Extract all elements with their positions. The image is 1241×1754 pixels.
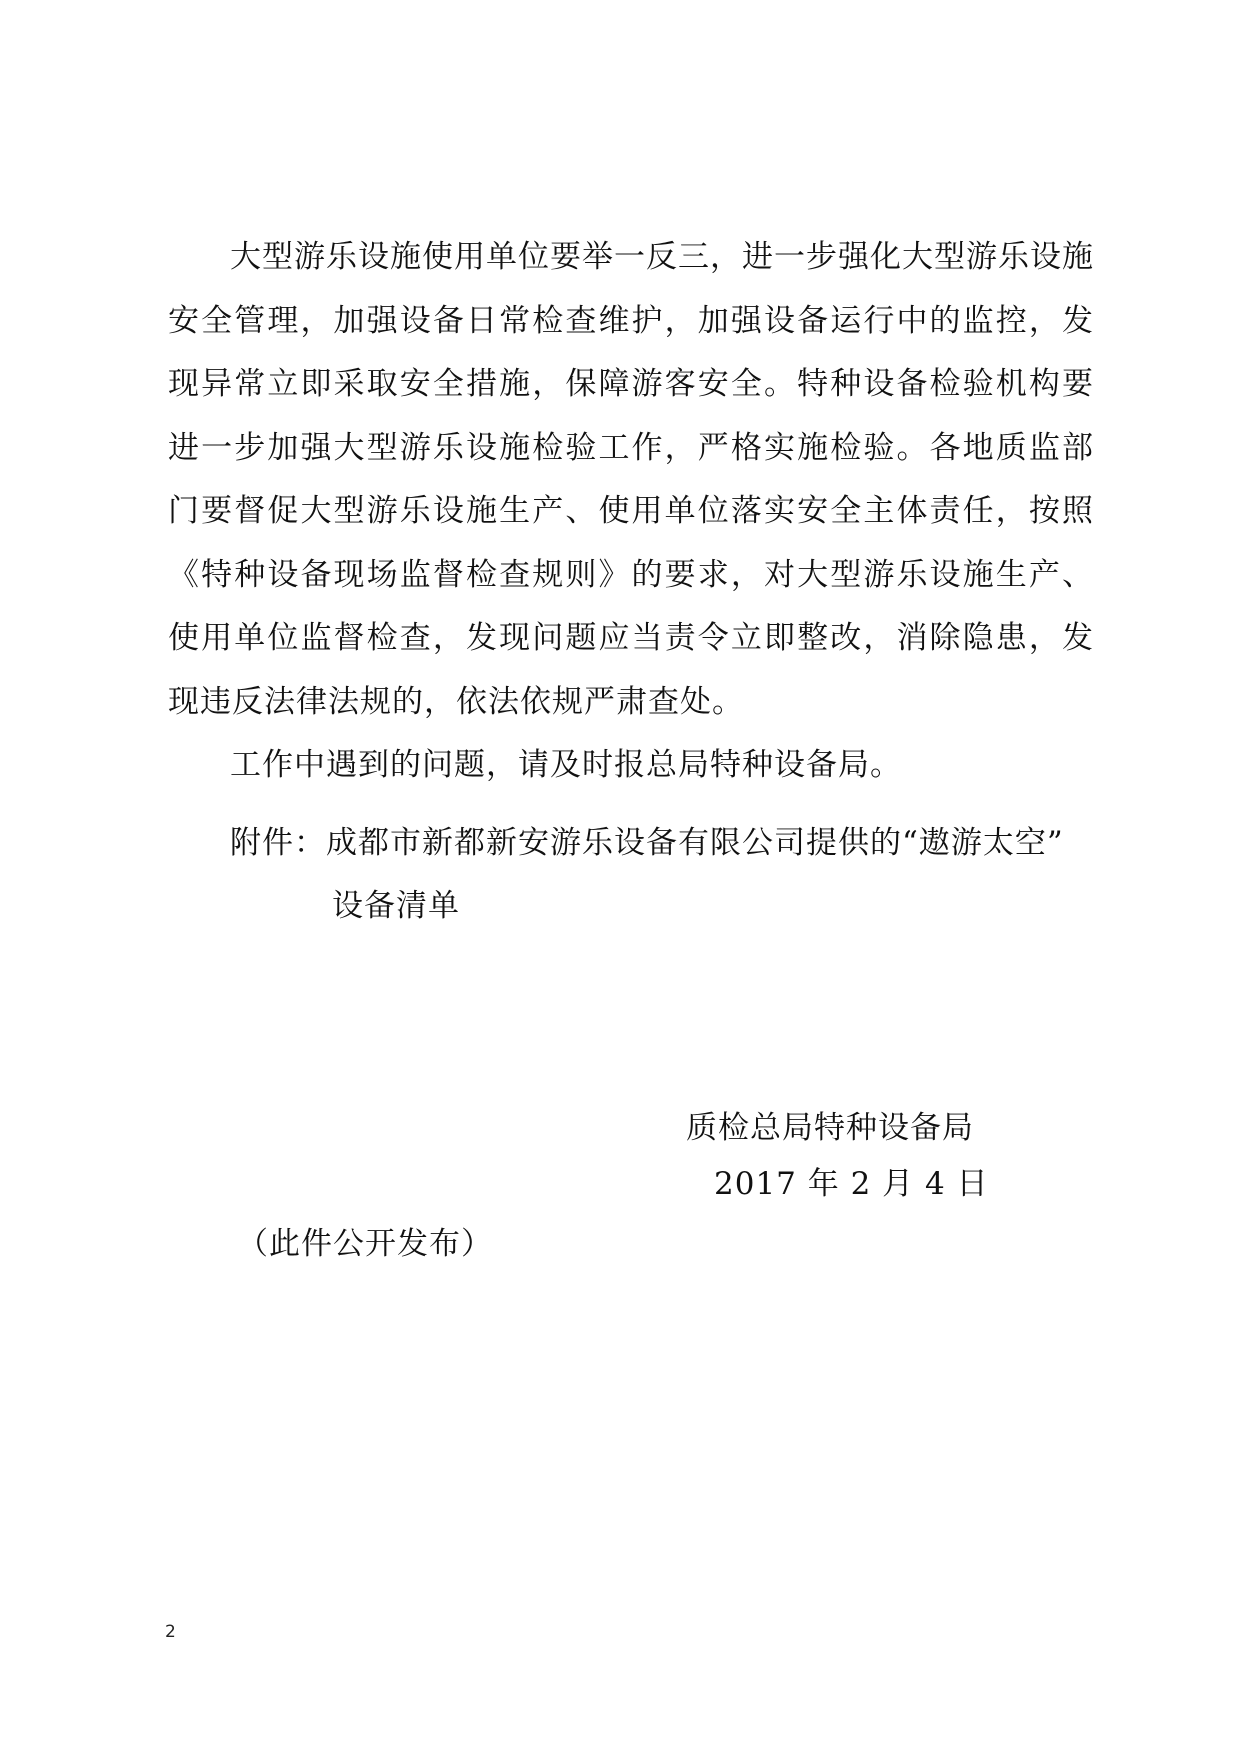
attachment-line-2: 设备清单 bbox=[332, 888, 460, 924]
issue-date: 2017 年 2 月 4 日 bbox=[714, 1166, 989, 1202]
body-text bbox=[168, 226, 1094, 798]
page-number: 2 bbox=[165, 1622, 176, 1642]
attachment-note bbox=[230, 812, 1110, 938]
attachment-line-1: 附件：成都市新都新安游乐设备有限公司提供的“遨游太空” bbox=[230, 825, 1064, 861]
public-release-note: （此件公开发布） bbox=[237, 1226, 493, 1262]
issuer-signature: 质检总局特种设备局 bbox=[686, 1110, 974, 1146]
paragraph-safety-requirements: 大型游乐设施使用单位要举一反三，进一步强化大型游乐设施安全管理，加强设备日常检查维护，加强设备运行中的监控，发现异常立即采取安全措施，保障游客安全。特种设备检验机构要进一步加强大型游乐设施检验工作，严格实施检验。各地质监部门要督促大型游乐设施生产、使用单位落实安全主体责任，按照《特种设备现场监督检查规则》的要求，对大型游乐设施生产、使用单位监督检查，发现问题应当责令立即整改，消除隐患，发现违反法律法规的，依法依规严肃查处。 bbox=[168, 239, 1094, 720]
paragraph-report-issues: 工作中遇到的问题，请及时报总局特种设备局。 bbox=[230, 747, 902, 783]
